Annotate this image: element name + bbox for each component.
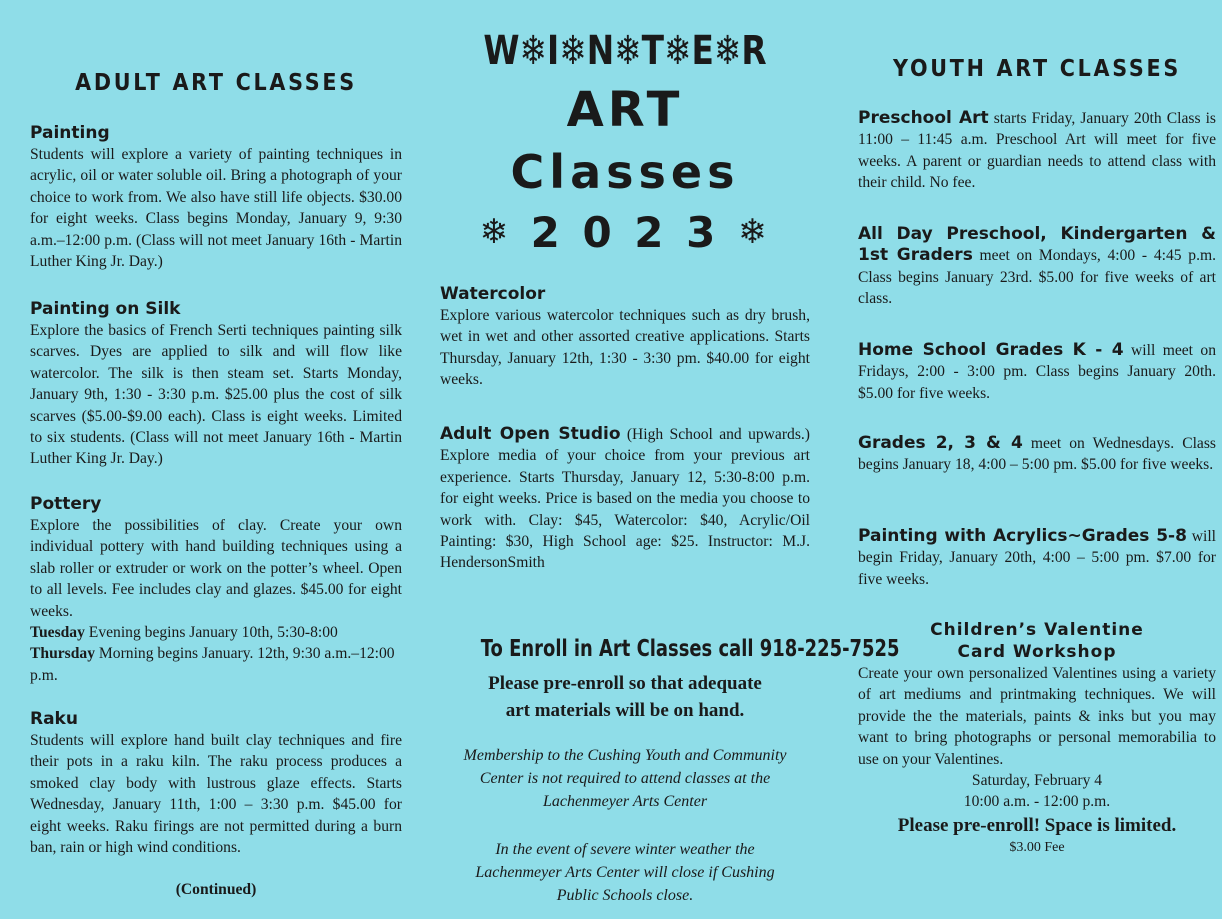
thursday-text: Morning begins January. 12th, 9:30 a.m.–12:00 p.m. (30, 645, 395, 684)
homeschool-title: Home School Grades K - 4 (858, 340, 1124, 360)
acrylics-title: Painting with Acrylics~Grades 5-8 (858, 526, 1187, 546)
studio-title: Adult Open Studio (440, 424, 621, 444)
pottery-title: Pottery (30, 494, 102, 514)
winter-title: W❄I❄N❄T❄E❄R (483, 28, 767, 74)
watercolor-title: Watercolor (440, 284, 546, 304)
grades23-body (858, 433, 1216, 476)
preschool-body (858, 108, 1216, 194)
pottery-thursday (30, 643, 402, 686)
studio-section (440, 424, 810, 574)
valentine-title-1: Children’s Valentine (930, 620, 1144, 640)
year-title: 2 0 2 3 (530, 208, 720, 257)
valentine-section (858, 619, 1216, 857)
watercolor-section (440, 283, 810, 391)
art-title: ART (566, 82, 684, 138)
valentine-title-2: Card Workshop (957, 642, 1117, 662)
adult-heading: ADULT ART CLASSES (75, 70, 357, 96)
preenroll-line-1: Please pre-enroll so that adequate (488, 673, 762, 694)
preschool-title: Preschool Art (858, 108, 989, 128)
allday-body (858, 224, 1216, 310)
painting-body: Students will explore a variety of painting techniques in acrylic, oil or water soluble oil. Bring a photograph of your choice to work from. We also have still life objects. $30.00 for eight weeks. Class begins Monday, January 9, 9:30 a.m.–12:00 p.m. (Class will not meet January 16th - Martin Luther King Jr. Day.) (30, 146, 402, 271)
silk-title: Painting on Silk (30, 299, 181, 319)
youth-heading: YOUTH ART CLASSES (893, 56, 1181, 82)
silk-body: Explore the basics of French Serti techniques painting silk scarves. Dyes are applied to silk and will flow like watercolor. The silk is then steam set. Starts Monday, January 9th, 1:30 - 3:30 p.m. $25.00 plus the cost of silk scarves ($5.00-$9.00 each). Class is eight weeks. Limited to six students. (Class will not meet January 16th - Martin Luther King Jr. Day.) (30, 322, 402, 468)
preschool-text: starts Friday, January 20th Class is 11:00 – 11:45 a.m. Preschool Art will meet for five weeks. A parent or guardian needs to attend class with their child. No fee. (858, 110, 1216, 192)
tuesday-label: Tuesday (30, 624, 85, 642)
studio-body (440, 424, 810, 574)
membership-note: Membership to the Cushing Youth and Community Center is not required to attend classes at the Lachenmeyer Arts Center (463, 747, 787, 810)
enroll-phone: To Enroll in Art Classes call 918-225-7525 (480, 636, 900, 662)
raku-title: Raku (30, 709, 78, 729)
valentine-fee: $3.00 Fee (1009, 839, 1065, 855)
painting-title: Painting (30, 123, 110, 143)
watercolor-body: Explore various watercolor techniques such as dry brush, wet in wet and other assorted creative applications. Starts Thursday, January 12th, 1:30 - 3:30 pm. $40.00 for eight weeks. (440, 307, 810, 389)
grades23-section (858, 433, 1216, 476)
pottery-body: Explore the possibilities of clay. Create your own individual pottery with hand building techniques using a slab roller or extruder or work on the potter’s wheel. Open to all levels. Fee includes clay and glazes. $45.00 for eight weeks. (30, 517, 402, 620)
allday-title: All Day Preschool, Kindergarten & 1st Graders (858, 224, 1216, 266)
acrylics-section (858, 526, 1216, 590)
raku-section (30, 708, 402, 858)
painting-section (30, 122, 402, 272)
weather-note: In the event of severe winter weather the Lachenmeyer Arts Center will close if Cushing Public Schools close. (475, 841, 775, 904)
preschool-section (858, 108, 1216, 194)
homeschool-text: will meet on Fridays, 2:00 - 3:00 pm. Class begins January 20th. $5.00 for five weeks. (858, 342, 1216, 402)
continued-note: (Continued) (175, 881, 257, 898)
acrylics-text: will begin Friday, January 20th, 4:00 – 5:00 pm. $7.00 for five weeks. (858, 528, 1216, 588)
grades23-text: meet on Wednesdays. Class begins January 18, 4:00 – 5:00 pm. $5.00 for five weeks. (858, 435, 1216, 474)
valentine-time: 10:00 a.m. - 12:00 p.m. (963, 793, 1111, 811)
studio-text: (High School and upwards.) Explore media of your choice from your previous art experience. Starts Thursday, January 12, 5:30-8:00 p.m. for eight weeks. Price is based on the media you choose to work with. Clay: $45, Watercolor: $40, Acrylic/Oil Painting: $30, High School age: $25. Instructor: M.J. HendersonSmith (440, 426, 810, 572)
preenroll-note (440, 670, 810, 724)
homeschool-body (858, 340, 1216, 404)
pottery-tuesday (30, 622, 402, 643)
pottery-section (30, 493, 402, 686)
snowflake-icon: ❄ (479, 212, 512, 252)
silk-section (30, 298, 402, 470)
preenroll-line-2: art materials will be on hand. (505, 700, 745, 721)
classes-title: Classes (510, 145, 740, 199)
tuesday-text: Evening begins January 10th, 5:30-8:00 (84, 624, 338, 642)
year-row (440, 208, 810, 257)
thursday-label: Thursday (30, 645, 96, 663)
raku-body: Students will explore hand built clay techniques and fire their pots in a raku kiln. The raku process produces a smoked clay body with lustrous glaze effects. Starts Wednesday, January 11th, 1:00 – 3:30 p.m. $45.00 for eight weeks. Raku firings are not permitted during a burn ban, rain or high wind conditions. (30, 732, 402, 857)
allday-section (858, 224, 1216, 310)
valentine-date: Saturday, February 4 (971, 772, 1103, 790)
snowflake-icon: ❄ (738, 212, 771, 252)
valentine-body: Create your own personalized Valentines using a variety of art mediums and printmaking techniques. We will provide the the materials, paints & inks but you may want to bring photographs or personal memorabilia to use on your Valentines. (858, 665, 1216, 768)
valentine-limited: Please pre-enroll! Space is limited. (897, 814, 1177, 836)
grades23-title: Grades 2, 3 & 4 (858, 433, 1023, 453)
allday-text: meet on Mondays, 4:00 - 4:45 p.m. Class begins January 23rd. $5.00 for five weeks of art class. (858, 247, 1216, 308)
acrylics-body (858, 526, 1216, 590)
homeschool-section (858, 340, 1216, 404)
